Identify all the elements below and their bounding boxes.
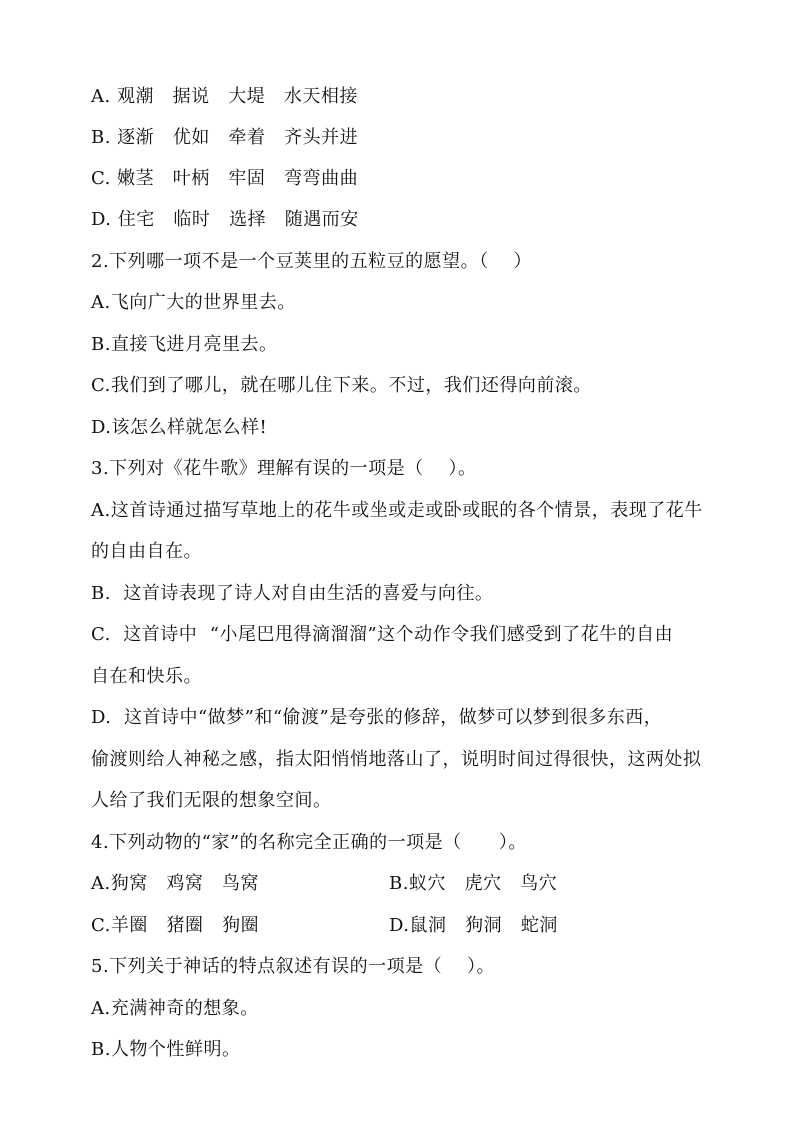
q3-option-d-line3: 人给了我们无限的想象空间。	[91, 790, 332, 811]
q1-option-a: A. 观潮 据说 大堤 水天相接	[91, 86, 358, 107]
q1-option-d: D. 住宅 临时 选择 随遇而安	[91, 209, 359, 230]
q4-option-d: D.鼠洞 狗洞 蛇洞	[389, 915, 558, 936]
q5-question: 5.下列关于神话的特点叙述有误的一项是（ ）。	[91, 956, 496, 977]
q3-option-d-line2: 偷渡则给人神秘之感，指太阳悄悄地落山了，说明时间过得很快，这两处拟	[91, 749, 702, 770]
q2-option-b: B.直接飞进月亮里去。	[91, 334, 278, 355]
q3-option-c-line1: C. 这首诗中 “小尾巴甩得滴溜溜”这个动作令我们感受到了花牛的自由	[91, 624, 674, 645]
q4-option-c: C.羊圈 猪圈 狗圈	[91, 915, 260, 936]
q3-option-b: B. 这首诗表现了诗人对自由生活的喜爱与向往。	[91, 583, 494, 604]
q4-option-b: B.蚁穴 虎穴 鸟穴	[389, 873, 558, 894]
q2-question: 2.下列哪一项不是一个豆荚里的五粒豆的愿望。（ ）	[91, 251, 533, 272]
q5-option-b: B.人物个性鲜明。	[91, 1039, 241, 1060]
q3-option-d-line1: D. 这首诗中“做梦”和“偷渡”是夸张的修辞，做梦可以梦到很多东西，	[91, 707, 663, 728]
q3-option-a-line1: A.这首诗通过描写草地上的花牛或坐或走或卧或眠的各个情景，表现了花牛	[91, 500, 703, 521]
q1-option-c: C. 嫩茎 叶柄 牢固 弯弯曲曲	[91, 168, 359, 189]
q5-option-a: A.充满神奇的想象。	[91, 998, 259, 1019]
q4-option-a: A.狗窝 鸡窝 鸟窝	[91, 873, 260, 894]
q2-option-a: A.飞向广大的世界里去。	[91, 292, 296, 313]
q2-option-d: D.该怎么样就怎么样!	[91, 417, 268, 438]
q3-option-a-line2: 的自由自在。	[91, 541, 202, 562]
q2-option-c: C.我们到了哪儿，就在哪儿住下来。不过，我们还得向前滚。	[91, 375, 592, 396]
q3-option-c-line2: 自在和快乐。	[91, 666, 202, 687]
q3-question: 3.下列对《花牛歌》理解有误的一项是（ ）。	[91, 458, 477, 479]
q4-question: 4.下列动物的“家”的名称完全正确的一项是（ ）。	[91, 832, 527, 853]
q1-option-b: B. 逐渐 优如 牵着 齐头并进	[91, 127, 359, 148]
